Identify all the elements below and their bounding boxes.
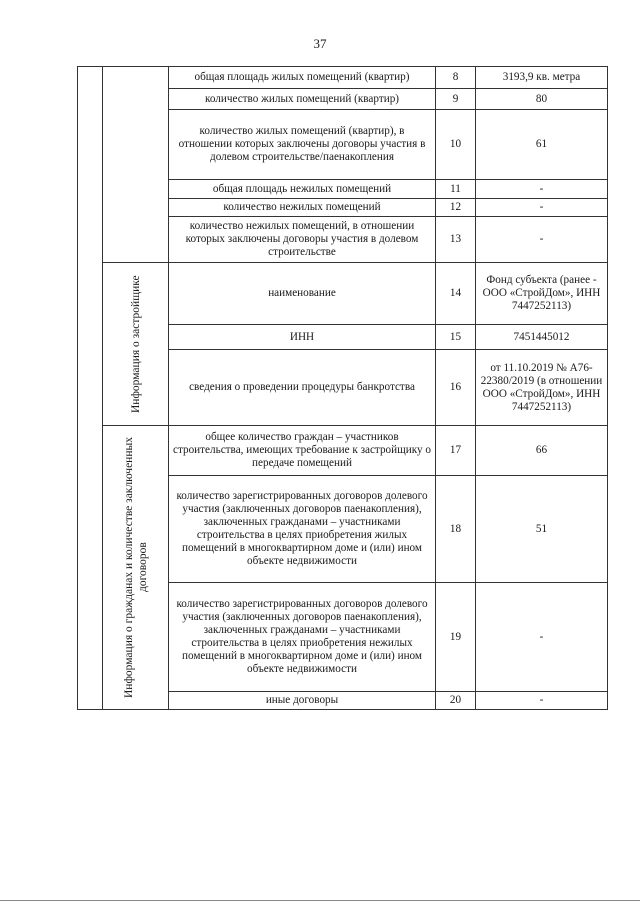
row-label: наименование <box>169 263 436 325</box>
page-bottom-rule <box>0 900 640 901</box>
group-label-text: Информация о гражданах и количестве заключенных договоров <box>122 437 149 698</box>
row-label: количество жилых помещений (квартир) <box>169 89 436 110</box>
row-value: Фонд субъекта (ранее - ООО «СтройДом», ИНН 7447252113) <box>476 263 608 325</box>
row-number: 13 <box>436 217 476 263</box>
group-label-citizens <box>103 426 169 710</box>
page-number: 37 <box>313 36 327 51</box>
row-value: 51 <box>476 476 608 583</box>
table-row <box>78 426 608 476</box>
row-label: количество зарегистрированных договоров долевого участия (заключенных договоров паенакопления), заключенных гражданами – участниками строительства в целях приобретения нежилых помещений в многоквартирном доме и (или) ином объекте недвижимости <box>169 583 436 692</box>
group-label-developer <box>103 263 169 426</box>
row-number: 15 <box>436 325 476 350</box>
table-row <box>78 263 608 325</box>
row-number: 16 <box>436 350 476 426</box>
row-label: общая площадь жилых помещений (квартир) <box>169 67 436 89</box>
row-number: 19 <box>436 583 476 692</box>
row-number: 9 <box>436 89 476 110</box>
row-label: ИНН <box>169 325 436 350</box>
row-label: общее количество граждан – участников строительства, имеющих требование к застройщику о передаче помещений <box>169 426 436 476</box>
row-value: от 11.10.2019 № А76-22380/2019 (в отношении ООО «СтройДом», ИНН 7447252113) <box>476 350 608 426</box>
row-number: 20 <box>436 692 476 710</box>
row-label: сведения о проведении процедуры банкротства <box>169 350 436 426</box>
row-value: 7451445012 <box>476 325 608 350</box>
row-label: количество нежилых помещений, в отношении которых заключены договоры участия в долевом строительстве <box>169 217 436 263</box>
row-value: 61 <box>476 110 608 180</box>
row-value: - <box>476 583 608 692</box>
row-value: - <box>476 217 608 263</box>
row-label: иные договоры <box>169 692 436 710</box>
row-value: - <box>476 180 608 199</box>
group-label-text: Информация о застройщике <box>129 275 142 413</box>
row-number: 12 <box>436 199 476 217</box>
row-value: - <box>476 692 608 710</box>
row-value: 80 <box>476 89 608 110</box>
row-number: 11 <box>436 180 476 199</box>
row-value: 3193,9 кв. метра <box>476 67 608 89</box>
row-label: общая площадь нежилых помещений <box>169 180 436 199</box>
row-value: - <box>476 199 608 217</box>
row-number: 18 <box>436 476 476 583</box>
row-number: 8 <box>436 67 476 89</box>
row-label: количество зарегистрированных договоров долевого участия (заключенных договоров паенакопления), заключенных гражданами – участниками строительства в целях приобретения жилых помещений в многоквартирном доме и (или) ином объекте недвижимости <box>169 476 436 583</box>
outer-left-column <box>78 67 103 710</box>
row-value: 66 <box>476 426 608 476</box>
row-label: количество жилых помещений (квартир), в отношении которых заключены договоры участия в долевом строительстве/паенакопления <box>169 110 436 180</box>
info-table <box>77 66 608 710</box>
row-number: 17 <box>436 426 476 476</box>
row-label: количество нежилых помещений <box>169 199 436 217</box>
row-number: 10 <box>436 110 476 180</box>
row-number: 14 <box>436 263 476 325</box>
group-cell-continued <box>103 67 169 263</box>
table-row <box>78 67 608 89</box>
